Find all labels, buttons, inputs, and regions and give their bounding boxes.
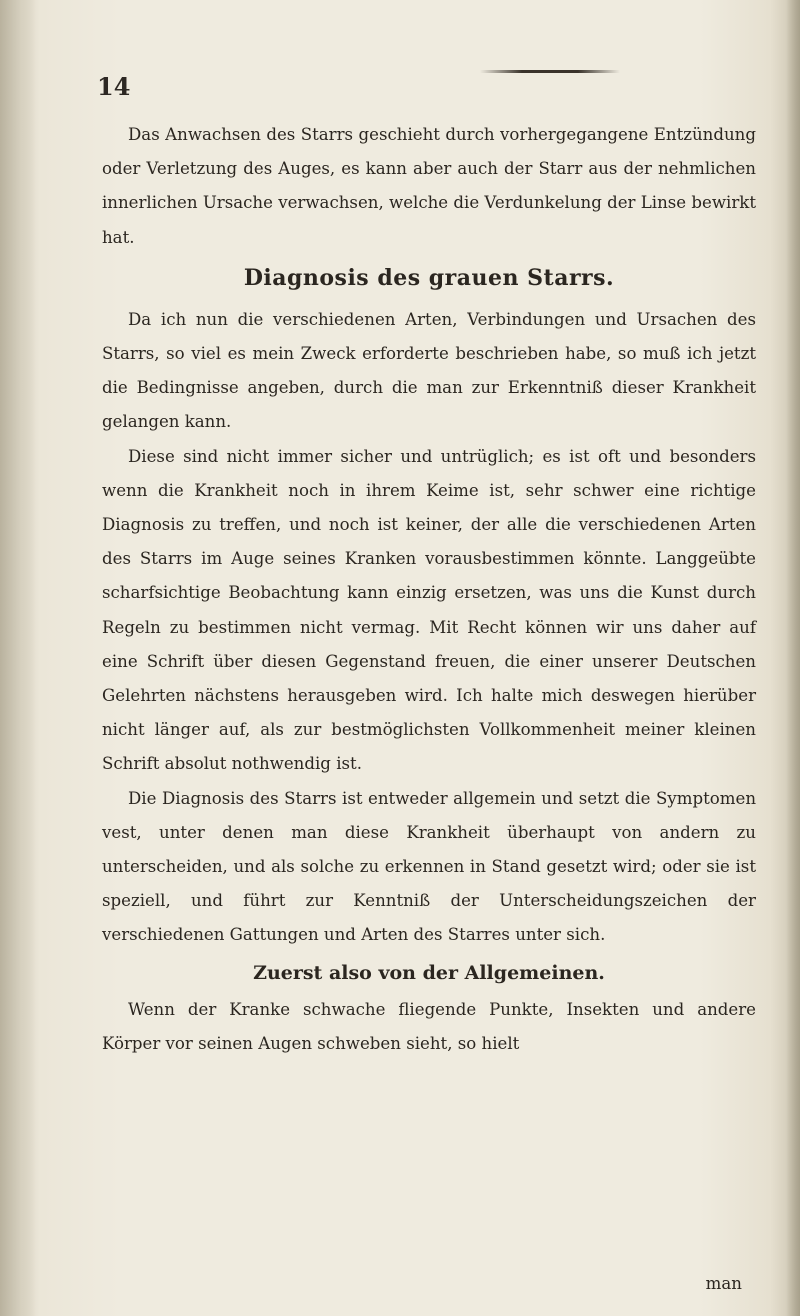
- intro-paragraph: Das Anwachsen des Starrs geschieht durch vorhergegangene Entzündung oder Verletzung des Auges, es kann aber auch der Starr aus der nehmlichen innerlichen Ursache verwachsen, welche die Verdunkelung der Linse bewirkt hat.: [102, 125, 756, 247]
- binding-gutter: [0, 0, 36, 1316]
- paragraph-1: Da ich nun die verschiedenen Arten, Verbindungen und Ursachen des Starrs, so viel es mein Zweck erforderte beschrieben habe, so muß ich jetzt die Bedingnisse angeben, durch die man zur Erkenntniß dieser Krankheit gelangen kann.: [102, 309, 756, 432]
- final-paragraph: Wenn der Kranke schwache fliegende Punkte, Insekten und andere Körper vor seinen Augen schweben sieht, so hielt: [102, 999, 756, 1053]
- page-number: 14: [97, 72, 131, 101]
- body-text: [102, 118, 756, 1061]
- paragraph-3: Die Diagnosis des Starrs ist entweder allgemein und setzt die Symptomen vest, unter denen man diese Krankheit überhaupt von andern zu unterscheiden, und als solche zu erkennen in Stand gesetzt wird; oder sie ist speziell, und führt zur Kenntniß der Unterscheidungszeichen der verschiedenen Gattungen und Arten des Starres unter sich.: [102, 788, 756, 945]
- paragraph-2: Diese sind nicht immer sicher und untrüglich; es ist oft und besonders wenn die Krankheit noch in ihrem Keime ist, sehr schwer eine richtige Diagnosis zu treffen, und noch ist keiner, der alle die verschiedenen Arten des Starrs im Auge seines Kranken vorausbestimmen könnte. Langgeübte scharfsichtige Beobachtung kann einzig ersetzen, was uns die Kunst durch Regeln zu bestimmen nicht vermag. Mit Recht können wir uns daher auf eine Schrift über diesen Gegenstand freuen, die einer unserer Deutschen Gelehrten nächstens herausgeben wird. Ich halte mich deswegen hierüber nicht länger auf, als zur bestmöglichsten Vollkommenheit meiner kleinen Schrift absolut nothwendig ist.: [102, 446, 756, 774]
- page-edge-shadow: [786, 0, 800, 1316]
- catchword: man: [705, 1274, 742, 1293]
- section-heading: Diagnosis des grauen Starrs.: [243, 264, 615, 291]
- header-rule: [480, 70, 620, 73]
- subheading: Zuerst also von der Allgemeinen.: [253, 961, 605, 984]
